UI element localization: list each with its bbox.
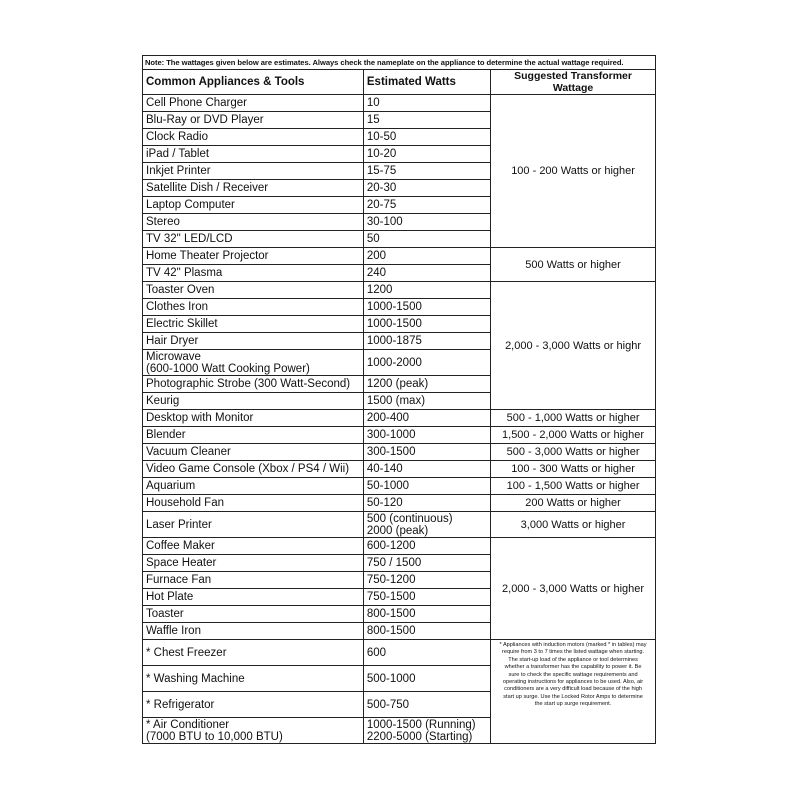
appliance-watts: 240 xyxy=(363,265,490,282)
appliance-name: Photographic Strobe (300 Watt-Second) xyxy=(143,376,364,393)
table-row xyxy=(143,282,656,299)
appliance-watts: 800-1500 xyxy=(363,623,490,640)
appliance-name: TV 42" Plasma xyxy=(143,265,364,282)
appliance-watts: 10-20 xyxy=(363,146,490,163)
appliance-watts xyxy=(363,718,490,744)
appliance-watts: 600 xyxy=(363,640,490,666)
note-row xyxy=(143,56,656,70)
appliance-name: Stereo xyxy=(143,214,364,231)
table-row xyxy=(143,495,656,512)
appliance-name-line1: * Air Conditioner xyxy=(146,718,230,731)
table-row xyxy=(143,444,656,461)
header-watts: Estimated Watts xyxy=(363,70,490,95)
appliance-name: Hair Dryer xyxy=(143,333,364,350)
appliance-name: Satellite Dish / Receiver xyxy=(143,180,364,197)
appliance-name: * Refrigerator xyxy=(143,692,364,718)
appliance-watts xyxy=(363,512,490,538)
suggested-wattage: 100 - 300 Watts or higher xyxy=(491,461,656,478)
table-row xyxy=(143,461,656,478)
suggested-wattage: 200 Watts or higher xyxy=(491,495,656,512)
suggested-wattage: 2,000 - 3,000 Watts or higher xyxy=(491,538,656,640)
appliance-watts-line2: 2200-5000 (Starting) xyxy=(366,730,473,743)
appliance-name: * Washing Machine xyxy=(143,666,364,692)
appliance-name: Vacuum Cleaner xyxy=(143,444,364,461)
appliance-watts-line2: 2000 (peak) xyxy=(366,524,429,537)
appliance-watts: 200 xyxy=(363,248,490,265)
appliance-name: Inkjet Printer xyxy=(143,163,364,180)
appliance-watts: 1000-1500 xyxy=(363,299,490,316)
footnote-line: operating instructions for appliances to be used. Also, air xyxy=(502,679,644,686)
appliance-watts: 750-1500 xyxy=(363,589,490,606)
suggested-wattage: 500 Watts or higher xyxy=(491,248,656,282)
appliance-watts: 1200 (peak) xyxy=(363,376,490,393)
suggested-wattage: 500 - 3,000 Watts or higher xyxy=(491,444,656,461)
appliance-watts: 1000-1500 xyxy=(363,316,490,333)
appliance-name: Cell Phone Charger xyxy=(143,95,364,112)
footnote-line: * Appliances with induction motors (marked * in tables) may xyxy=(499,642,647,648)
appliance-watts: 40-140 xyxy=(363,461,490,478)
appliance-name: Coffee Maker xyxy=(143,538,364,555)
appliance-name: Aquarium xyxy=(143,478,364,495)
appliance-watts-line1: 500 (continuous) xyxy=(366,512,453,525)
appliance-name-line2: (7000 BTU to 10,000 BTU) xyxy=(146,730,283,743)
appliance-name: Keurig xyxy=(143,393,364,410)
appliance-watts: 30-100 xyxy=(363,214,490,231)
footnote-line: start up surge. Use the Locked Rotor Amps to determine xyxy=(503,693,643,700)
footnote-line: sure to check the specific wattage requirements and xyxy=(508,671,638,678)
appliance-name: Clothes Iron xyxy=(143,299,364,316)
footnote-line: conditioners are a very difficult load because of the high xyxy=(504,686,643,693)
appliance-watts: 50-120 xyxy=(363,495,490,512)
appliance-name: * Chest Freezer xyxy=(143,640,364,666)
appliance-name: Furnace Fan xyxy=(143,572,364,589)
suggested-wattage: 2,000 - 3,000 Watts or highr xyxy=(491,282,656,410)
wattage-chart xyxy=(142,55,656,744)
wattage-table xyxy=(142,55,656,744)
suggested-wattage: 500 - 1,000 Watts or higher xyxy=(491,410,656,427)
appliance-watts: 200-400 xyxy=(363,410,490,427)
suggested-wattage: 3,000 Watts or higher xyxy=(491,512,656,538)
table-row xyxy=(143,427,656,444)
footnote-line: require from 3 to 7 times the listed wattage when starting. xyxy=(502,649,645,656)
appliance-name: Space Heater xyxy=(143,555,364,572)
induction-motor-footnote xyxy=(491,640,656,744)
appliance-name: Electric Skillet xyxy=(143,316,364,333)
appliance-name: Desktop with Monitor xyxy=(143,410,364,427)
suggested-wattage: 1,500 - 2,000 Watts or higher xyxy=(491,427,656,444)
appliance-name xyxy=(143,350,364,376)
appliance-watts: 20-75 xyxy=(363,197,490,214)
appliance-watts: 15-75 xyxy=(363,163,490,180)
appliance-watts: 500-750 xyxy=(363,692,490,718)
appliance-name: Blu-Ray or DVD Player xyxy=(143,112,364,129)
appliance-watts: 1200 xyxy=(363,282,490,299)
table-row xyxy=(143,410,656,427)
footnote-line: The start-up load of the appliance or tool determines xyxy=(508,656,638,663)
appliance-watts: 20-30 xyxy=(363,180,490,197)
appliance-watts: 50 xyxy=(363,231,490,248)
appliance-name: Laptop Computer xyxy=(143,197,364,214)
appliance-watts: 300-1500 xyxy=(363,444,490,461)
table-row xyxy=(143,538,656,555)
appliance-name: iPad / Tablet xyxy=(143,146,364,163)
appliance-watts: 800-1500 xyxy=(363,606,490,623)
table-row xyxy=(143,512,656,538)
appliance-name: Home Theater Projector xyxy=(143,248,364,265)
footnote-line: the start up surge requirement. xyxy=(534,701,612,708)
appliance-watts: 50-1000 xyxy=(363,478,490,495)
appliance-name: TV 32" LED/LCD xyxy=(143,231,364,248)
suggested-wattage: 100 - 1,500 Watts or higher xyxy=(491,478,656,495)
appliance-name: Household Fan xyxy=(143,495,364,512)
appliance-name: Toaster Oven xyxy=(143,282,364,299)
appliance-name: Laser Printer xyxy=(143,512,364,538)
appliance-name: Blender xyxy=(143,427,364,444)
appliance-name xyxy=(143,718,364,744)
table-row xyxy=(143,248,656,265)
table-row xyxy=(143,478,656,495)
appliance-watts: 1000-2000 xyxy=(363,350,490,376)
note-text: Note: The wattages given below are estimates. Always check the nameplate on the appliance to determine the actual wattage required. xyxy=(143,56,656,70)
appliance-watts-line1: 1000-1500 (Running) xyxy=(366,718,476,731)
table-row xyxy=(143,640,656,666)
appliance-name-line2: (600-1000 Watt Cooking Power) xyxy=(146,362,310,375)
appliance-watts: 750 / 1500 xyxy=(363,555,490,572)
appliance-name-line1: Microwave xyxy=(146,350,201,363)
suggested-wattage: 100 - 200 Watts or higher xyxy=(491,95,656,248)
appliance-name: Hot Plate xyxy=(143,589,364,606)
appliance-watts: 600-1200 xyxy=(363,538,490,555)
appliance-name: Video Game Console (Xbox / PS4 / Wii) xyxy=(143,461,364,478)
appliance-watts: 750-1200 xyxy=(363,572,490,589)
header-appliance: Common Appliances & Tools xyxy=(143,70,364,95)
appliance-watts: 10 xyxy=(363,95,490,112)
header-suggested: Suggested Transformer Wattage xyxy=(491,70,656,95)
appliance-name: Waffle Iron xyxy=(143,623,364,640)
appliance-name: Toaster xyxy=(143,606,364,623)
header-row xyxy=(143,70,656,95)
appliance-watts: 1000-1875 xyxy=(363,333,490,350)
appliance-watts: 500-1000 xyxy=(363,666,490,692)
appliance-watts: 15 xyxy=(363,112,490,129)
table-row xyxy=(143,95,656,112)
appliance-name: Clock Radio xyxy=(143,129,364,146)
appliance-watts: 1500 (max) xyxy=(363,393,490,410)
appliance-watts: 300-1000 xyxy=(363,427,490,444)
appliance-watts: 10-50 xyxy=(363,129,490,146)
footnote-line: whether a transformer has the capability to power it. Be xyxy=(504,664,642,671)
